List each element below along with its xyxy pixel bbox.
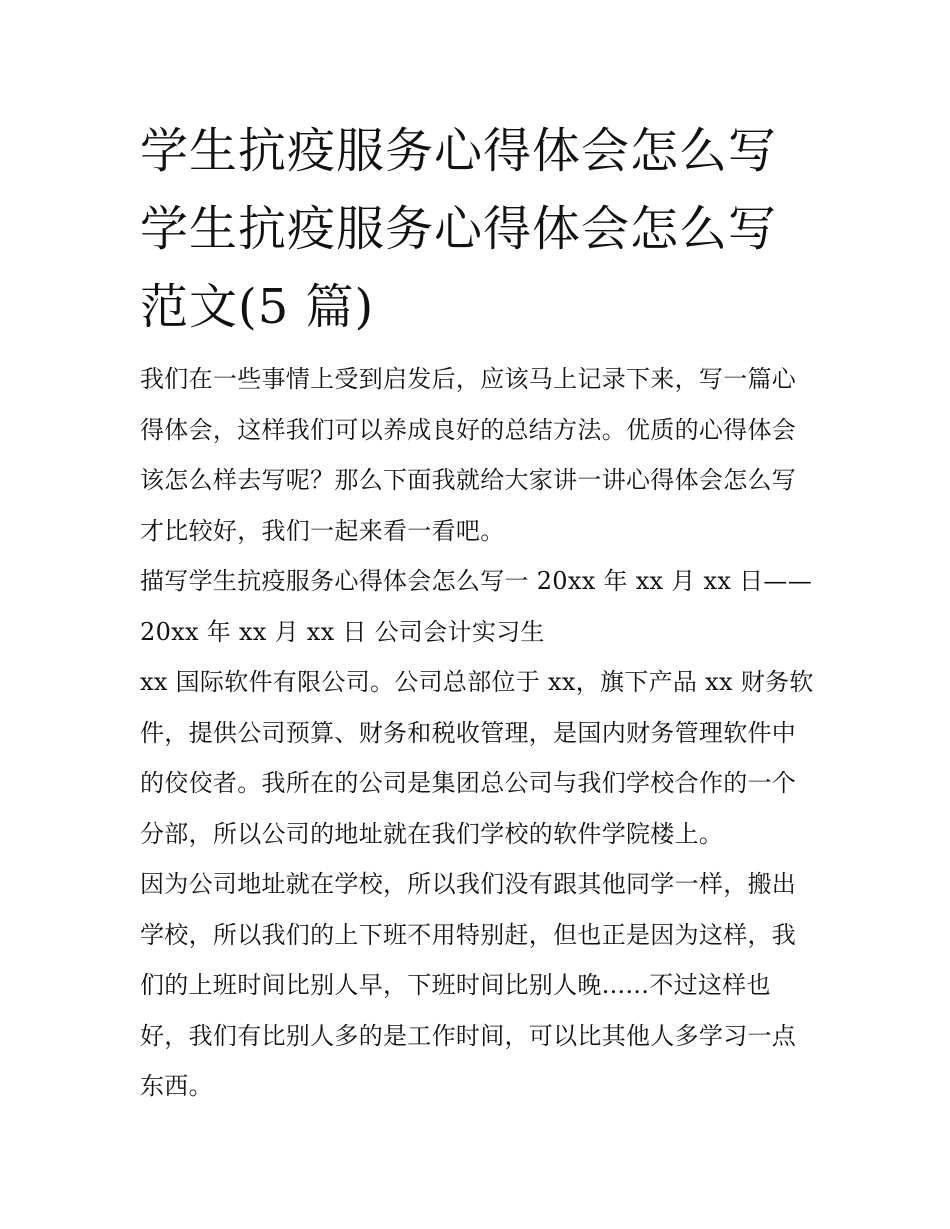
paragraph-schedule	[140, 859, 820, 1112]
text-line: 描写学生抗疫服务心得体会怎么写一 20xx 年 xx 月 xx 日——	[140, 567, 813, 595]
document-page	[140, 112, 820, 1112]
paragraph-heading	[140, 556, 820, 657]
text-line: 得体会，这样我们可以养成良好的总结方法。优质的心得体会	[140, 415, 797, 444]
text-line: 们的上班时间比别人早，下班时间比别人晚......不过这样也	[140, 971, 771, 999]
title-line: 范文(5 篇)	[140, 279, 375, 335]
text-line: 20xx 年 xx 月 xx 日 公司会计实习生	[140, 617, 545, 646]
text-line: 因为公司地址就在学校，所以我们没有跟其他同学一样，搬出	[140, 870, 797, 898]
title-line: 学生抗疫服务心得体会怎么写	[140, 123, 778, 179]
text-line: 东西。	[140, 1072, 213, 1100]
text-line: xx 国际软件有限公司。公司总部位于 xx，旗下产品 xx 财务软	[140, 668, 814, 696]
text-line: 分部，所以公司的地址就在我们学校的软件学院楼上。	[140, 819, 724, 848]
text-line: 好，我们有比别人多的是工作时间，可以比其他人多学习一点	[140, 1021, 797, 1050]
text-line: 的佼佼者。我所在的公司是集团总公司与我们学校合作的一个	[140, 769, 797, 797]
title-line: 学生抗疫服务心得体会怎么写	[140, 201, 778, 257]
document-title	[140, 112, 820, 346]
text-line: 我们在一些事情上受到启发后，应该马上记录下来，写一篇心	[140, 365, 797, 393]
paragraph-intro	[140, 354, 820, 556]
text-line: 才比较好，我们一起来看一看吧。	[140, 516, 505, 545]
paragraph-company	[140, 657, 820, 859]
text-line: 件，提供公司预算、财务和税收管理，是国内财务管理软件中	[140, 718, 797, 747]
text-line: 学校，所以我们的上下班不用特别赶，但也正是因为这样，我	[140, 920, 797, 949]
text-line: 该怎么样去写呢？那么下面我就给大家讲一讲心得体会怎么写	[140, 466, 797, 494]
